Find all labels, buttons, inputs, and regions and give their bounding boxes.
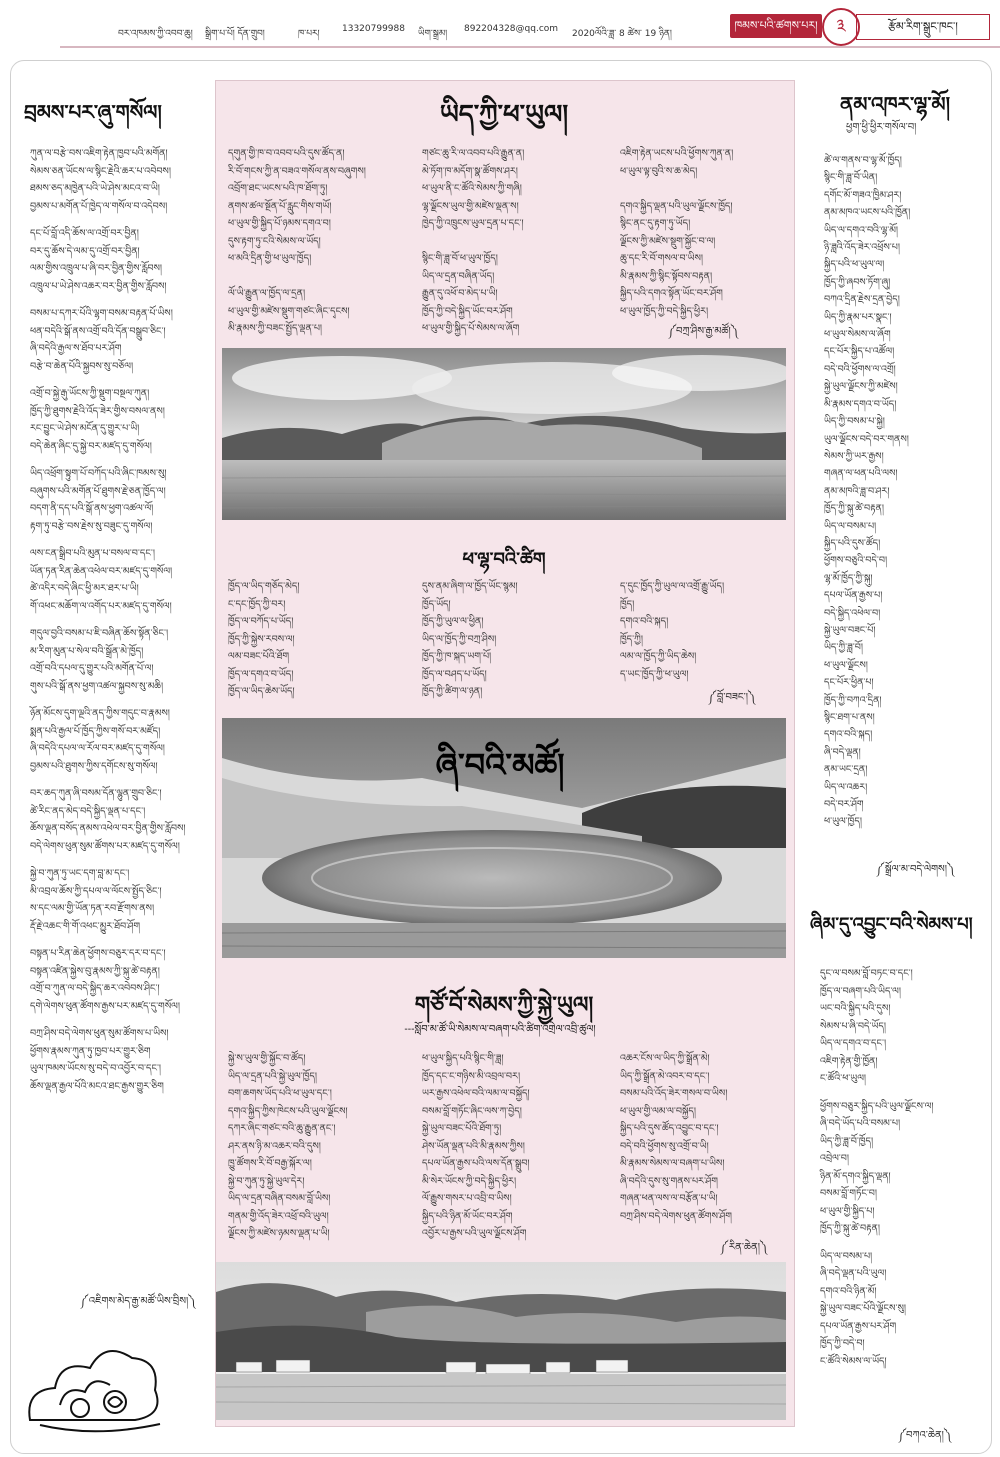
poem-line: འབྲོག་ཐང་ཡངས་པའི་ཁ་ཐོག་ཏུ། [228, 183, 328, 194]
poem-line: ཁྱོད་ཀྱི་སྐུ་ཚེ་བརྟན། [820, 1223, 880, 1234]
poem2-title: ཕ་ལྷ་བའི་ཚིག [462, 549, 546, 570]
poem-line: སྙིང་གི་ཟླ་བོ་ཡིན། [824, 172, 878, 184]
poem-line: སྙིང་ཐག་པ་ནས། [824, 712, 875, 723]
poem-line: བདེ་སྐྱིད་འཕེལ་བ། [824, 607, 881, 619]
poem-line: ཡང་བའི་སྐྱིད་པའི་དུས། [820, 1003, 891, 1014]
poem-line: བདག་ནི་དད་པའི་སྒོ་ནས་ཕྱག་འཚལ་ལོ། [30, 503, 154, 514]
poem-line: ཁྱུ་ཚོགས་རི་བོ་བརྒྱ་སྐོར་ལ། [228, 1158, 312, 1169]
poem-line: ཀུན་ལ་བརྩེ་བས་འཇིག་རྟེན་ཁྱབ་པའི་མགོན། [30, 148, 168, 159]
poem-line: ཆུ་དང་རི་བོ་གསལ་བ་ཡིས། [620, 253, 704, 264]
poem-line: ཁྱོད་ཀྱི། [620, 633, 643, 645]
poem-line: ལྷ་ལྗོངས་ཡུལ་གྱི་མཛེས་ལྡན་ས། [422, 200, 519, 212]
poem-line: ཡིད་ལ་དགའ་བ་དང་། [820, 1038, 887, 1049]
poem-line: སྐྱེ་བ་ཀུན་ཏུ་སྐྱེ་ཡུལ་དེར། [228, 1175, 305, 1187]
poem-line: ལམ་གྱིས་འཁྲུལ་པ་ཞི་བར་བྱིན་གྱིས་རློབས། [30, 263, 163, 274]
stanza [30, 545, 186, 615]
poem-line: བྱམས་པའི་ཐུགས་ཀྱིས་དགོངས་སུ་གསོལ། [30, 760, 158, 772]
poem-line: དཔལ་ཡོན་རྒྱས་པ། [824, 590, 883, 602]
poem-line: ཡིད་ལ་ཁྱོད་ཀྱི་བཀྲ་ཤིས། [422, 633, 497, 645]
email-address: 892204328@qq.com [464, 24, 559, 34]
poem-line: སྐྱེ་ཡུལ་བཟང་པོའི་ཐོག་ཏུ། [422, 1123, 502, 1134]
mountain-grassland-photo [222, 348, 786, 520]
poem1-title: ཡིད་ཀྱི་ཕ་ཡུལ། [439, 100, 569, 130]
poem-line: ལོ་རྒྱུས་གསར་པ་འབྲི་བ་ཡིས། [422, 1193, 512, 1204]
right-poem1-title: ནམ་འཁར་ལྷ་མོ། [840, 92, 951, 116]
poem-line: ཕ་ཡུལ་གྱི་སྐྱིད་པོ་སེམས་ལ་ཞོག [422, 323, 520, 334]
poem-line: དང་པོར་སྐྱིད་པ་འཚོལ། [824, 346, 895, 358]
poem-line: སྙིང་གི་ཟླ་བོ་ཕ་ཡུལ་ཁྱོད། [422, 253, 498, 264]
poem-line: གཞན་ཕན་ལས་ལ་བརྩོན་པ་ཡི། [620, 1193, 718, 1204]
poem-line: སྐྱེ་ཡུལ་བཟང་པོའི་ལྗོངས་སུ། [820, 1303, 906, 1314]
poem-line: དགའ་བའི་ཉིན་མོ། [820, 1285, 877, 1297]
right-poem2-body [820, 965, 933, 1380]
poem-line: ཕ་ཡུལ་ཁྱོད། [824, 816, 862, 828]
poem-line: འབྱོར་པ་རྒྱས་པའི་ཡུལ་ལྗོངས་ཤོག [422, 1228, 527, 1239]
poem-line: དགའ་སྐྱིད་ཀྱིས་ཁེངས་པའི་ཡུལ་ལྗོངས། [228, 1105, 348, 1117]
editor: སྒྲིག་པ་པོ། དོན་གྲུབ། [205, 29, 265, 39]
poem-line: བདེ་བའི་ཕྱོགས་ལ་འགྲོ། [824, 363, 896, 375]
poem-line: ནམ་མཁའ་ཡངས་པའི་ཁྱོན། [824, 207, 911, 219]
poem-line: གོ་འཕང་མཆོག་ལ་འགོད་པར་མཛད་དུ་གསོལ། [30, 600, 172, 612]
poem-line: བདེ་བར་ཤོག [824, 799, 864, 811]
poem-line: བཀའ་དྲིན་རྗེས་དྲན་བྱེད། [824, 294, 900, 306]
page-number: ༣ [822, 8, 860, 46]
poem-line: ཕ་ཡུལ་སྐྱིད་པའི་སྙིང་གི་ཟླ། [422, 1053, 504, 1064]
left-poem-author: ༼འཇིགས་མེད་རྒྱ་མཚོ་ཡིས་བྲིས།༽ [80, 1296, 196, 1307]
poem-line: ཁྱོད་ལ་བཞག་པའི་ཡིད་ལ། [820, 985, 901, 997]
poem-line: ཡོན་ཏན་རིན་ཆེན་འཕེལ་བར་མཛད་དུ་གསོལ། [30, 565, 173, 577]
stanza [30, 945, 186, 1015]
poem-line: ཡིད་ལ་འཆར། [824, 781, 868, 793]
poem-line: ཞི་བདེའི་རྒྱལ་ས་ཐོབ་པར་ཤོག [30, 343, 122, 354]
poem-line: འཇིག་རྟེན་ཡངས་པའི་ཕྱོགས་ཀུན་ན། [620, 148, 734, 159]
poem-line: རྡོ་རྗེ་འཆང་གི་གོ་འཕང་མྱུར་ཐོབ་ཤོག [30, 920, 141, 932]
poem-line: ལྗོངས་ཀྱི་མཛེས་ཉམས་ལྡན་པ་ཡི། [228, 1228, 330, 1239]
email-label: ཡིག་སྒྲམ། [418, 29, 448, 39]
poem-line: ཡིད་ལ་དགའ་བའི་ལྷ་མོ། [824, 224, 899, 236]
poem-line: ཕ་ཡུལ་ལྗོངས། [824, 659, 868, 671]
stanza [30, 385, 186, 455]
poem-line: དུས་རྟག་ཏུ་ངའི་སེམས་ལ་ཡོད། [228, 235, 321, 247]
poem-line [620, 180, 733, 198]
poem-line: ཁྱོད་ཀྱི་སྐྱེས་རབས་ལ། [228, 633, 295, 645]
poem-line: རང་བྱུང་ཡེ་ཤེས་མངོན་དུ་གྱུར་པ་ཡི། [30, 423, 140, 434]
poem-line: ལྗོངས་ཀྱི་མཛེས་སྡུག་སྐྱོང་བ་ལ། [620, 235, 716, 247]
poem-line: ཤར་ནས་ཉི་མ་འཆར་བའི་དུས། [228, 1140, 321, 1152]
poem-line: འཁྲུལ་པ་ཡེ་ཤེས་འཆར་བར་བྱིན་གྱིས་རློབས། [30, 280, 167, 292]
poem-line: ཕ་ཡུལ་གྱི་ལམ་ལ་བསྐྱོད། [620, 1105, 696, 1117]
poem-line: ཁྱོད་ཀྱི་བདེ་སྐྱིད་ཡོང་བར་ཤོག [422, 305, 513, 317]
poem-line: སྐྱིད་པའི་དུས་ཚོད། [824, 537, 881, 549]
poem-line: དཀར་ཞིང་གཙང་བའི་ཆུ་རྒྱུན་ནང་། [228, 1123, 336, 1134]
poem-line: ད་དུང་ཁྱོད་ཀྱི་ཡུལ་ལ་འགྲོ་རྒྱུ་ཡོད། [620, 581, 725, 592]
right-poem1-subtitle: ཕྱག་ཕྱི་ཕྱིར་གསོལ་བ། [846, 122, 917, 133]
poem-line: མི་རྣམས་ཀྱི་སྙིང་སྟོབས་བརྟན། [620, 270, 713, 282]
poem-line: ཡིད་ཀྱི་ཟླ་བོ་ཁྱོད། [820, 1135, 874, 1147]
poem-line: ཆོས་ལྡན་བསོད་ནམས་འཕེལ་བར་བྱིན་གྱིས་རློབས། [30, 823, 186, 834]
poem-line: ཚེ་རིང་ནད་མེད་བདེ་སྐྱིད་ལྡན་པ་དང་། [30, 805, 146, 817]
header-rule [60, 46, 1000, 48]
stanza [30, 785, 186, 855]
poem-line: ཁྱོད་ཀྱི་ཞབས་ཏོག་ཞུ། [824, 276, 891, 288]
poem2-column-1 [228, 578, 299, 701]
poem-line: ལོ་ཡི་རྒྱུན་ལ་ཁྱོད་ལ་དྲན། [228, 288, 306, 299]
poem-line: ཡུལ་ལྗོངས་བདེ་བར་གནས། [824, 433, 909, 445]
cloud-ornament-icon [20, 1320, 170, 1440]
poem-line: ཐམས་ཅད་མཁྱེན་པའི་ཡེ་ཤེས་མངའ་བ་ཡི། [30, 183, 160, 194]
phone-label: ཁ་པར། [298, 29, 320, 39]
poem-line: ང་དང་ཁྱོད་ཀྱི་བར། [228, 598, 286, 610]
poem-line: ཁྱོད། [620, 598, 635, 610]
left-poem-body [30, 145, 186, 1105]
poem-line: སྐྱིད་པའི་ཉིན་མོ་ཡོང་བར་ཤོག [422, 1210, 513, 1222]
poem-line: ཡིད་ལ་བསམ་པ། [820, 1250, 873, 1262]
poem-line: བར་ཆད་ཀུན་ཞི་བསམ་དོན་ལྷུན་གྲུབ་ཅིང་། [30, 788, 162, 799]
poem-line: དགེ་ལེགས་ཕུན་ཚོགས་རྒྱས་པར་མཛད་དུ་གསོལ། [30, 1000, 180, 1012]
poem-line: སྐྱིད་པའི་དུས་ཚོད་འབྱུང་བ་དང་། [620, 1123, 719, 1134]
poem-line: སྐྱེ་ཡུལ་བཟང་པོ། [824, 624, 876, 636]
poem-line: ཕ་ཡུལ་གྱི་མཛེས་སྡུག་གཙང་ཞིང་དྭངས། [228, 305, 350, 317]
newspaper-badge: ཁམས་པའི་ཚགས་པར། [730, 14, 822, 38]
poem-line: ཕ་ཡུལ་གྱི་སྐྱིད་པོ་ཉམས་དགའ་བ། [228, 218, 331, 229]
poem-line: བྱམས་པ་མགོན་པོ་ཁྱེད་ལ་གསོལ་བ་འདེབས། [30, 200, 168, 212]
stanza [820, 1098, 933, 1238]
poem-line: དུས་ནམ་ཞིག་ལ་ཁྱོད་ཡོང་སྙམ། [422, 581, 518, 592]
poem-line: བདེ་ལེགས་ཕུན་སུམ་ཚོགས་པར་མཛད་དུ་གསོལ། [30, 840, 180, 852]
poem-line: སྨན་པའི་རྒྱལ་པོ་ཁྱོད་ཀྱིས་གསོ་བར་མཛོད། [30, 725, 161, 737]
poem-line: གདུལ་བྱའི་བསམ་པ་ཇི་བཞིན་ཆོས་སྟོན་ཅིང་། [30, 628, 169, 639]
poem-line: ཡིད་ལ་དྲན་པའི་སྐྱེ་ཡུལ་ཁྱོད། [228, 1070, 317, 1082]
poem2-author: ༼བློ་བཟང་།༽ [708, 692, 756, 703]
poem4-author: ༼རིན་ཆེན།༽ [720, 1242, 768, 1253]
poem-line: ནགས་ཚལ་སྔོན་པོ་རླུང་གིས་གཡོ། [228, 200, 332, 212]
poem-line: ཡར་རྒྱས་འཕེལ་བའི་ལམ་ལ་བསྐྱོད། [422, 1088, 530, 1099]
stanza [30, 705, 186, 775]
issue-date: 2020ལོའི་ཟླ་ 8 ཚེས་ 19 ཉིན། [572, 29, 672, 39]
poem-line: མི་རྣམས་དགའ་བ་ཡོད། [824, 398, 897, 410]
poem-line: ཚེ་ལ་གནས་བ་ལྷ་མོ་ཁྱོད། [824, 155, 902, 166]
poem-line: ཕ་ཡུལ་ནི་ང་ཚོའི་སེམས་ཀྱི་གཞི། [422, 183, 522, 194]
poem-line: མི་རྣམས་སེམས་ལ་བཞག་པ་ཡིས། [620, 1158, 725, 1169]
poem-line: ཚེ་འདིར་བདེ་ཞིང་ཕྱི་མར་ཐར་པ་ཡི། [30, 583, 139, 594]
stanza [30, 305, 186, 375]
poem4-column-3 [620, 1050, 732, 1225]
poem-line: སྐྱེ་ཡུལ་ལྗོངས་ཀྱི་མཛེས། [824, 381, 898, 393]
poem-line: ཕྱོགས་བཅུར་སྐྱིད་པའི་ཡུལ་ལྗོངས་ལ། [820, 1100, 934, 1112]
poem-line: འགྲོ་བའི་དཔལ་དུ་གྱུར་པའི་མགོན་པོ་ལ། [30, 663, 154, 674]
poem-line: ལས་ངན་སྒྲིབ་པའི་མུན་པ་བསལ་བ་དང་། [30, 548, 155, 559]
poem3-title: ཞི་བའི་མཚོ། [435, 746, 565, 784]
page-header [0, 0, 1000, 58]
poem-line: ང་ཚོའི་ཕ་ཡུལ། [820, 1073, 867, 1084]
poem-line: སེམས་ཅན་ཡོངས་ལ་སྙིང་རྗེའི་ཆར་པ་འབེབས། [30, 165, 171, 177]
poem-line: བཞུགས་པའི་མགོན་པོ་ཐུགས་རྗེ་ཅན་ཁྱོད་ལ། [30, 485, 166, 497]
poem1-column-3 [620, 145, 733, 320]
poem-line: དགའ་སྐྱིད་ལྡན་པའི་ཡུལ་ལྗོངས་ཁྱོད། [620, 200, 733, 212]
poem-line: ཤེས་ཡོན་ལྡན་པའི་མི་རྣམས་ཀྱིས། [422, 1140, 525, 1152]
poem-line: ཕ་ཡུལ་ཁྱོད་ཀྱི་བདེ་སྐྱིད་ཕྱིར། [620, 305, 709, 317]
poem1-column-2 [422, 145, 524, 338]
poem-line: ཁྱོད་ལ་བཤད་པ་ཡོད། [422, 668, 487, 680]
poem-line: ཡུལ་ཁམས་ཡོངས་སུ་བདེ་བ་འབྱོར་བ་དང་། [30, 1063, 162, 1074]
poem-line: བསམ་པའི་འོད་ཟེར་གསལ་བ་ཡིས། [620, 1088, 728, 1099]
poem-line: བཀྲ་ཤིས་བདེ་ལེགས་ཕུན་ཚོགས་ཤོག [620, 1210, 732, 1222]
stanza [30, 625, 186, 695]
poem-line: ཁྱོད་ཀྱི་བདེ་བ། [820, 1338, 865, 1349]
poem-line: ང་ཚོའི་སེམས་ལ་ཡོད། [820, 1355, 887, 1367]
poem-line: དགའ་བའི་སྐད། [620, 616, 669, 627]
stanza [820, 1248, 933, 1371]
poem-line: སྐྱེ་ས་ཡུལ་གྱི་སྐྱོང་བ་ཚོད། [228, 1053, 306, 1064]
poem-line: བསྟན་པ་རིན་ཆེན་ཕྱོགས་བཅུར་དར་བ་དང་། [30, 948, 166, 959]
poem-line: དང་པོ་བློ་འདི་ཆོས་ལ་འགྲོ་བར་བྱིན། [30, 228, 139, 239]
poem-line: དཔལ་ཡོན་རྒྱས་པར་ཤོག [820, 1320, 897, 1332]
poem4-subtitle: ---སློབ་མ་ཚོ་ཡི་སེམས་ལ་བཞག་པའི་ཚིག་འགྲེལ་འབྲི་ཚུལ། [404, 1024, 596, 1035]
poem-line: གུས་པའི་སྒོ་ནས་ཕྱག་འཚལ་སྐྱབས་སུ་མཆི། [30, 680, 164, 692]
phone-number: 13320799988 [342, 24, 405, 34]
poem-line: ནམ་མཁའི་ཟླ་བ་ཤར། [824, 485, 890, 497]
publisher: བར་འཁམས་ཀྱི་འབབ་ཆུ། [118, 29, 193, 39]
poem-line: མ་རིག་མུན་པ་སེལ་བའི་སྒྲོན་མེ་ཁྱོད། [30, 645, 144, 657]
poem-line: བསྟན་འཛིན་སྐྱེས་བུ་རྣམས་ཀྱི་སྐུ་ཚེ་བརྟན། [30, 965, 160, 977]
poem-line: གཞན་ལ་ཕན་པའི་ལས། [824, 468, 898, 480]
poem-line: ཕ་མའི་དྲིན་གྱི་ཕ་ཡུལ་ཁྱོད། [228, 253, 312, 264]
poem-line: སྐྱེ་བ་ཀུན་ཏུ་ཡང་དག་བླ་མ་དང་། [30, 868, 130, 879]
poem-line: ཡིད་ལ་དྲན་བཞིན་ཡོད། [422, 270, 495, 282]
poem-line: ཡིད་ཀྱི་བསམ་པ་སྐྱེ། [824, 416, 885, 428]
section-label: རྩོམ་རིག་སྒྲུང་ཁང་། [856, 14, 990, 40]
stanza [30, 1025, 186, 1095]
poem-line: ཁྱོད་ལ་བཀོད་པ་ཡོད། [228, 616, 294, 627]
poem4-column-2 [422, 1050, 530, 1243]
poem-line: ཞི་བདེ་ལྡན་པའི་ཡུལ། [820, 1268, 887, 1279]
stanza [30, 865, 186, 935]
poem-line: ལམ་བཟང་པོའི་ཐོག [228, 651, 290, 662]
poem-line: སེམས་ཀྱི་ཡར་རྒྱས། [824, 450, 884, 462]
poem-line: ཁྱོད་ལ་ཡིད་གཅོད་མེད། [228, 581, 300, 592]
poem-line: དགུན་གྱི་ཁ་བ་འབབ་པའི་དུས་ཚོད་ན། [228, 148, 345, 159]
village-mountain-photo [216, 1262, 786, 1420]
poem-line: ཡིད་ཀྱི་རྣམ་པར་སྣང་། [824, 311, 892, 323]
poem-line [422, 233, 524, 251]
poem2-column-3 [620, 578, 724, 683]
poem-line: ཕྱོགས་བཅུའི་བདེ་བ། [824, 555, 888, 567]
poem-line: བདེ་ཆེན་ཞིང་དུ་སྐྱེ་བར་མཛད་དུ་གསོལ། [30, 440, 152, 452]
poem-line: ཡིད་ཀྱི་སྒྲོན་མེ་འབར་བ་དང་། [620, 1070, 710, 1082]
poem-line: ས་དང་ལམ་གྱི་ཡོན་ཏན་རབ་རྫོགས་ནས། [30, 903, 155, 914]
poem-line: མི་འབྲལ་ཆོས་ཀྱི་དཔལ་ལ་ལོངས་སྤྱོད་ཅིང་། [30, 885, 162, 897]
right-poem2-title: ཞིམ་དུ་འབྱུང་བའི་སེམས་པ། [810, 914, 973, 935]
poem-line: ཕ་ཡུལ་སེམས་ལ་ཞོག [824, 329, 891, 341]
poem-line: སྐྱིད་པའི་ཕ་ཡུལ་ལ། [824, 259, 885, 271]
poem-line [228, 268, 366, 286]
poem4-column-1 [228, 1050, 348, 1243]
poem-line: འབྲེལ་བ། [820, 1153, 849, 1164]
poem-line: ཁྱོད་དང་ང་གཉིས་མི་འབྲལ་བར། [422, 1070, 521, 1082]
poem-line: བསམ་བློ་གཏོང་བ། [820, 1188, 878, 1199]
stanza [30, 465, 186, 535]
poem-line: གཙང་ཆུ་རི་ལ་འབབ་པའི་རྒྱུན་ན། [422, 148, 525, 159]
poem-line: ཁྱོད་ལ་ཡིད་ཆེས་ཡོད། [228, 686, 295, 697]
poem2-column-2 [422, 578, 518, 701]
poem-line: མེ་ཏོག་ཁ་མདོག་སྣ་ཚོགས་ཤར། [422, 165, 518, 177]
poem-line: ཁྱོད་ལ་དགའ་བ་ཡོད། [228, 668, 294, 680]
poem-line: རི་བོ་གངས་ཀྱི་ན་བཟའ་གསོལ་ནས་བཞུགས། [228, 165, 366, 177]
poem-line: ཁྱེད་ཀྱི་འཁྲུངས་ཡུལ་དྲན་པ་དང་། [422, 218, 524, 229]
poem-line: དུང་ལ་བསམ་བློ་བཏང་བ་དང་། [820, 968, 913, 979]
poem-line: འགྲོ་བ་སྐྱེ་རྒུ་ཡོངས་ཀྱི་སྡུག་བསྔལ་ཀུན། [30, 388, 150, 399]
poem-line: ཁྱོད་ཀྱི་ཡུལ་ལ་ཕྱིན། [422, 616, 484, 627]
poem-line: བརྩེ་བ་ཆེན་པོའི་སྐྱབས་སུ་བཅོལ། [30, 360, 134, 372]
poem-line: ཉོན་མོངས་དུག་ལྔའི་ནད་ཀྱིས་གདུང་བ་རྣམས། [30, 708, 170, 719]
stanza [820, 965, 933, 1088]
poem-line: འགྲོ་བ་ཀུན་ལ་བདེ་སྐྱིད་ཆར་འབེབས་ཤིང་། [30, 983, 160, 994]
poem-line: ཁྱོད་ཀྱི་ཚིག་ལ་ཉན། [422, 686, 483, 697]
poem-line: ཡིད་འཕྲོག་སྟུག་པོ་བཀོད་པའི་ཞིང་ཁམས་སུ། [30, 468, 167, 479]
stanza [30, 145, 186, 215]
poem-line: རྒྱུན་དུ་འཕོ་བ་མེད་པ་ཡི། [422, 288, 498, 299]
poem-line: ད་ཡང་ཁྱོད་ཀྱི་ཕ་ཡུལ། [620, 668, 689, 680]
right-poem1-body [824, 152, 910, 831]
poem-line: ཁྱོད་ཀྱི་བཀའ་དྲིན། [824, 694, 882, 706]
poem-line: ནམ་ཡང་དྲན། [824, 764, 868, 776]
poem-line: དཔལ་ཡོན་རྒྱས་པའི་ལས་དོན་སྒྲུབ། [422, 1158, 530, 1169]
poem-line: བདེ་བའི་ཕྱོགས་སུ་འགྲོ་བ་ཡི། [620, 1140, 709, 1152]
poem-line: ཕྱོགས་རྣམས་ཀུན་ཏུ་ཁྱབ་པར་གྱུར་ཅིག [30, 1045, 151, 1057]
poem-line: བསམ་པ་དཀར་པོའི་ལྷག་བསམ་བརྟན་པོ་ཡིས། [30, 308, 173, 319]
poem-line: སེམས་པ་ཞི་བདེ་ཡོད། [820, 1020, 887, 1032]
poem4-title: གཙོ་བོ་སེམས་ཀྱི་སྐྱེ་ཡུལ། [414, 992, 594, 1018]
left-poem-title: བྲམས་པར་ཞུ་གསོལ། [24, 100, 162, 124]
poem-line: ཕ་ཡུལ་གྱི་སྐྱིད་པ། [820, 1205, 875, 1217]
poem-line: རྟག་ཏུ་བརྩེ་བས་རྗེས་སུ་བཟུང་དུ་གསོལ། [30, 520, 153, 532]
poem-line: ཕན་བདེའི་སྒོ་ནས་འགྲོ་བའི་དོན་བསྒྲུབ་ཅིང་། [30, 325, 166, 337]
poem-line: གནམ་གྱི་འོད་ཟེར་འཕྲོ་བའི་ཡུལ། [228, 1210, 329, 1222]
poem-line: ཞི་བདེ་ལྡན། [824, 746, 861, 758]
poem-line: དགོང་མོ་གཟའ་ཁྱིམ་ཤར། [824, 189, 902, 201]
poem-line: ལམ་ལ་ཁྱོད་ཀྱི་ཡིད་ཆེས། [620, 651, 697, 662]
right-poem1-author: ༼སྒྲོལ་མ་བདེ་ལེགས།༽ [876, 864, 955, 875]
poem-line: མི་སེར་ཡོངས་ཀྱི་བདེ་སྐྱིད་ཕྱིར། [422, 1175, 517, 1187]
poem-line: ཞི་བདེ་ཡོད་པའི་བསམ་པ། [820, 1118, 901, 1129]
poem-line: འཇིག་རྟེན་གྱི་ཁྱོན། [820, 1055, 878, 1067]
poem-line: ཆོས་ལྡན་རྒྱལ་པོའི་མངའ་ཐང་རྒྱས་གྱུར་ཅིག [30, 1080, 164, 1092]
poem-line: ཡིད་ལ་དྲན་བཞིན་བསམ་བློ་ཡིས། [228, 1193, 331, 1204]
stanza [30, 225, 186, 295]
poem-line: ཡིད་ཀྱི་ཟླ་བོ། [824, 642, 863, 654]
poem-line: དང་པོར་ཕྱིན་པ། [824, 677, 874, 689]
poem-line: མི་རྣམས་ཀྱི་བཟང་སྤྱོད་ལྡན་པ། [228, 323, 323, 334]
poem-line: ཡིད་ལ་བསམ་པ། [824, 520, 877, 532]
poem-line: ཁྱོད་ཀྱི་སྐུ་ཚེ་བརྟན། [824, 503, 884, 515]
poem-line: སྙིང་ནང་དུ་རྟག་ཏུ་ཡོད། [620, 218, 691, 229]
poem-line: ཉིན་མོ་དགའ་སྐྱིད་ལྡན། [820, 1170, 891, 1182]
poem-line: བར་དུ་ཆོས་དེ་ལམ་དུ་འགྲོ་བར་བྱིན། [30, 245, 140, 257]
poem1-author: ༼བཀྲ་ཤིས་རྒྱ་མཚོ།༽ [668, 326, 738, 337]
poem-line: བཀྲ་ཤིས་བདེ་ལེགས་ཕུན་སུམ་ཚོགས་པ་ཡིས། [30, 1028, 169, 1039]
poem-line: འཆར་ངོས་ལ་ཡིད་ཀྱི་སྒྲོན་མེ། [620, 1053, 710, 1064]
poem-line: ལྷ་མོ་ཁྱོད་ཀྱི་སྐུ། [824, 572, 873, 584]
poem-line: ཁྱོད་ཀྱི་ཐུགས་རྗེའི་འོད་ཟེར་གྱིས་བསལ་ནས། [30, 405, 165, 417]
poem-line: དགའ་བའི་སྐད། [824, 729, 873, 741]
poem-line: ཁྱོད་ཡོད། [422, 598, 451, 610]
right-poem2-author: ༼བཀའ་ཆེན།༽ [898, 1430, 952, 1441]
poem-line: ཕ་ཡུལ་ལྟ་བུའི་ས་ཆ་མེད། [620, 165, 698, 177]
poem-line: ཁྱོད་ཀྱི་ཁ་སྐད་ཡག་པོ། [422, 651, 492, 662]
poem-line: ཉི་ཟླའི་འོད་ཟེར་འཕྲོས་པ། [824, 242, 900, 254]
poem-line: ཞི་བདེའི་དཔལ་ལ་རོལ་བར་མཛད་དུ་གསོལ། [30, 743, 165, 754]
poem-line: སྐྱིད་པའི་དགའ་སྟོན་ཡོང་བར་ཤོག [620, 288, 723, 299]
poem-line: བསམ་བློ་གཏོང་ཞིང་ལས་ཀ་བྱེད། [422, 1105, 522, 1117]
poem-line: བག་ཆགས་ཡོད་པའི་ཕ་ཡུལ་དང་། [228, 1088, 332, 1099]
poem1-column-1 [228, 145, 366, 338]
poem-line: ཞི་བདེའི་དུས་སུ་གནས་པར་ཤོག [620, 1175, 718, 1187]
